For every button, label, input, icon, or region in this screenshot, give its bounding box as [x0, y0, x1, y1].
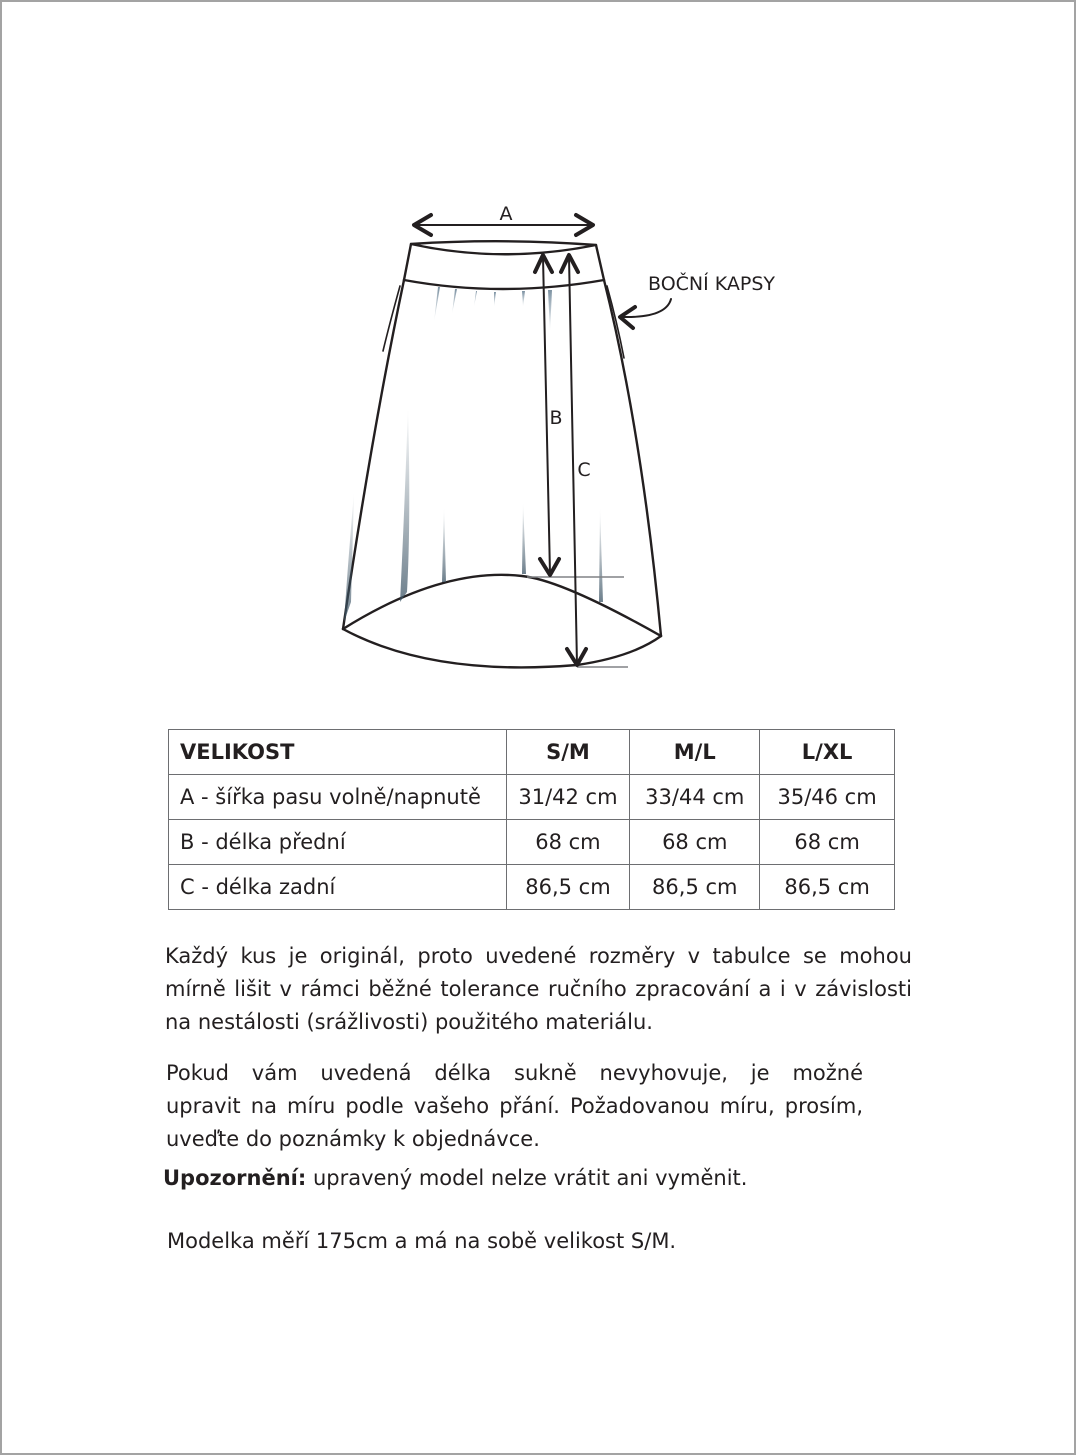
- note-line: na nestálosti (srážlivosti) použitého materiálu.: [165, 1010, 653, 1034]
- cell-value: 68 cm: [506, 820, 630, 865]
- label-a: A: [499, 203, 513, 225]
- custom-length-note: [166, 1057, 863, 1156]
- cell-value: 86,5 cm: [760, 865, 895, 910]
- header-size: VELIKOST: [169, 730, 507, 775]
- skirt-illustration: [343, 241, 661, 667]
- tolerance-note: [165, 940, 912, 1039]
- cell-value: 68 cm: [760, 820, 895, 865]
- row-label: A - šířka pasu volně/napnutě: [169, 775, 507, 820]
- cell-value: 68 cm: [630, 820, 760, 865]
- warning-label: Upozornění:: [163, 1166, 307, 1190]
- row-label: B - délka přední: [169, 820, 507, 865]
- cell-value: 33/44 cm: [630, 775, 760, 820]
- header-sm: S/M: [506, 730, 630, 775]
- table-row: [169, 865, 895, 910]
- size-table-header: [169, 730, 895, 775]
- note-line: mírně lišit v rámci běžné tolerance ručního zpracování a i v závislosti: [165, 977, 912, 1001]
- cell-value: 86,5 cm: [506, 865, 630, 910]
- header-lxl: L/XL: [760, 730, 895, 775]
- table-row: [169, 775, 895, 820]
- cell-value: 35/46 cm: [760, 775, 895, 820]
- side-pockets-label: BOČNÍ KAPSY: [648, 273, 776, 295]
- header-ml: M/L: [630, 730, 760, 775]
- warning-note: [163, 1162, 923, 1195]
- note-line: uveďte do poznámky k objednávce.: [166, 1127, 540, 1151]
- note-line: upravit na míru podle vašeho přání. Požadovanou míru, prosím,: [166, 1094, 863, 1118]
- size-table: [168, 729, 895, 910]
- model-note: Modelka měří 175cm a má na sobě velikost S/M.: [167, 1229, 677, 1253]
- note-line: Každý kus je originál, proto uvedené rozměry v tabulce se mohou: [165, 944, 912, 968]
- pocket-callout-arrow-icon: [620, 299, 671, 328]
- cell-value: 31/42 cm: [506, 775, 630, 820]
- table-row: [169, 820, 895, 865]
- skirt-diagram: [2, 2, 1076, 702]
- warning-text: upravený model nelze vrátit ani vyměnit.: [306, 1166, 748, 1190]
- note-line: Pokud vám uvedená délka sukně nevyhovuje, je možné: [166, 1061, 863, 1085]
- label-c: C: [577, 459, 591, 481]
- cell-value: 86,5 cm: [630, 865, 760, 910]
- row-label: C - délka zadní: [169, 865, 507, 910]
- label-b: B: [549, 407, 563, 429]
- fold-shading: [344, 287, 603, 622]
